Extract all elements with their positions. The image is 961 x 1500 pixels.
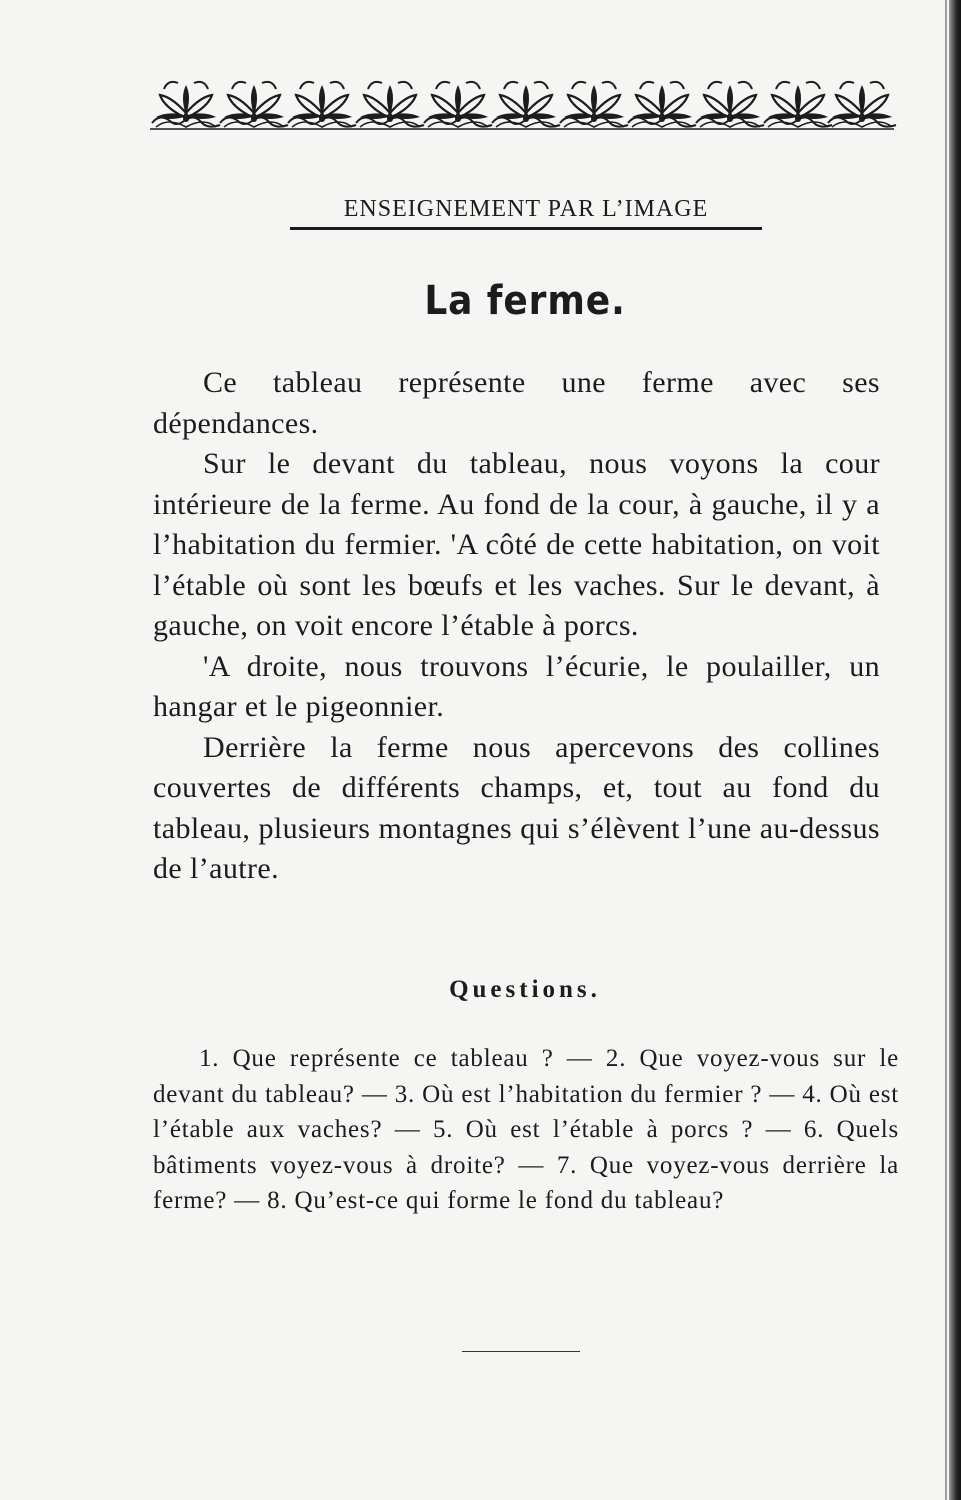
questions-heading: Questions. [449, 976, 601, 1003]
page-edge-shadow [945, 0, 947, 1500]
page-binding-edge [949, 0, 961, 1500]
end-divider [462, 1351, 580, 1352]
lesson-body [153, 363, 880, 890]
paragraph: 'A droite, nous trouvons l’écurie, le poulailler, un hangar et le pigeonnier. [153, 649, 880, 723]
questions-paragraph: 1. Que représente ce tableau ? — 2. Que voyez-vous sur le devant du tableau? — 3. Où est l’habitation du fermier ? — 4. Où est l’étable aux vaches? — 5. Où est l’étable à porcs ? — 6. Quels bâtiments voyez-vous à droite? — 7. Que voyez-vous derrière la ferme? — 8. Qu’est-ce qui forme le fond du tableau? [153, 1045, 899, 1214]
lesson-title: La ferme. [424, 278, 626, 324]
paragraph: Ce tableau représente une ferme avec ses dépendances. [153, 366, 880, 440]
section-heading: ENSEIGNEMENT PAR L’IMAGE [290, 196, 762, 230]
floral-band-icon [150, 75, 900, 131]
paragraph: Sur le devant du tableau, nous voyons la cour intérieure de la ferme. Au fond de la cour, à gauche, il y a l’habitation du fermier. 'A côté de cette habitation, on voit l’étable où sont les bœufs et les vaches. Sur le devant, à gauche, on voit encore l’étable à porcs. [153, 447, 880, 642]
paragraph: Derrière la ferme nous apercevons des collines couvertes de différents champs, et, tout au fond du tableau, plusieurs montagnes qui s’élèvent l’une au-dessus de l’autre. [153, 730, 880, 885]
questions-list [153, 1041, 899, 1219]
